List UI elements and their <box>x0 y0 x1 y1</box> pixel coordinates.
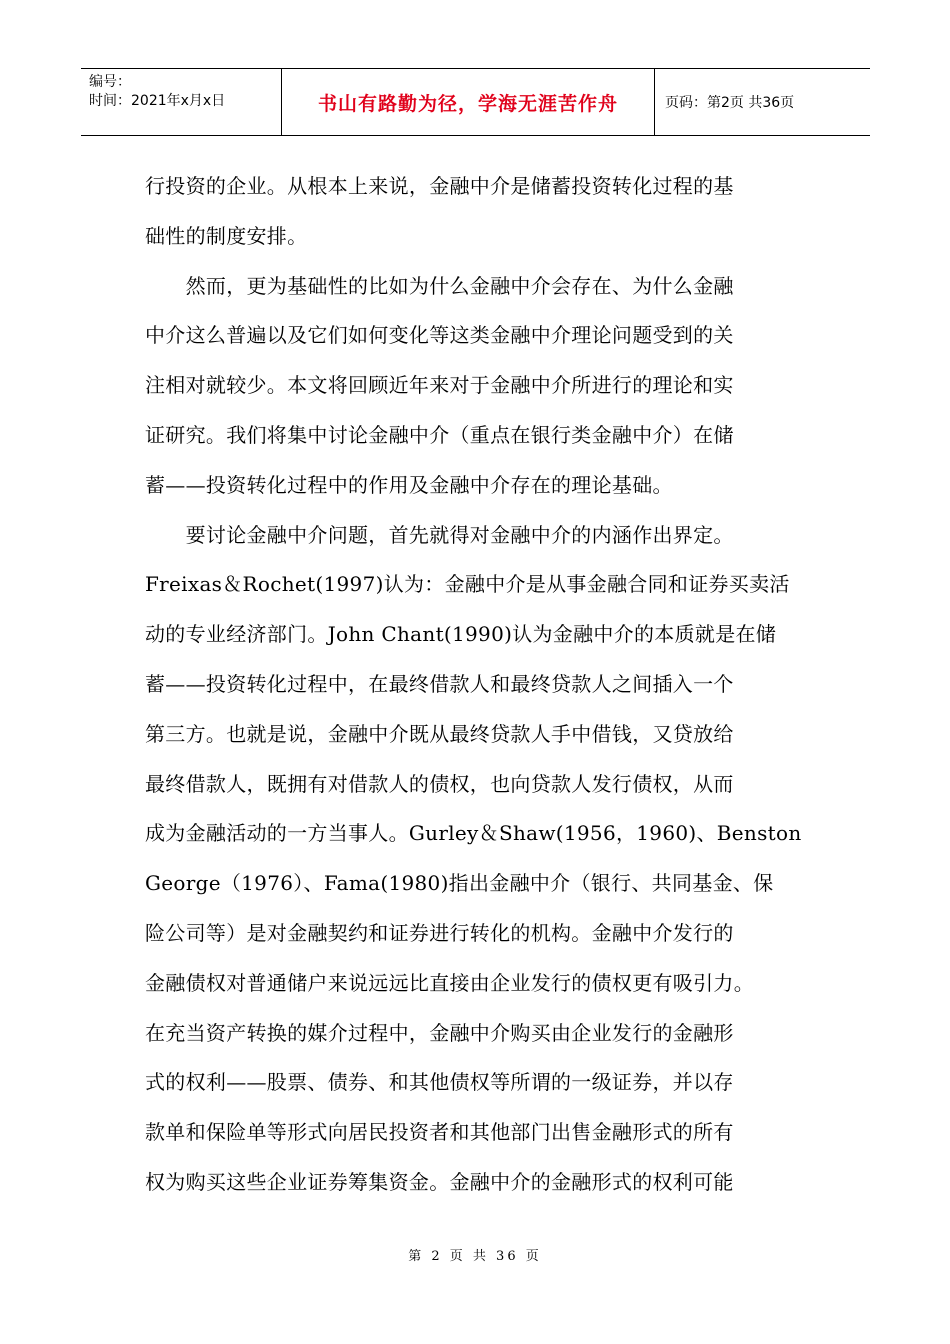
body-line: 蓄——投资转化过程中的作用及金融中介存在的理论基础。 <box>145 472 673 497</box>
body-line: 然而，更为基础性的比如为什么金融中介会存在、为什么金融 <box>145 273 734 298</box>
document-time-label: 时间：2021年x月x日 <box>89 93 226 109</box>
body-line: 险公司等）是对金融契约和证券进行转化的机构。金融中介发行的 <box>145 920 734 945</box>
page-footer: 第 2 页 共 36 页 <box>408 1249 542 1264</box>
body-line: 动的专业经济部门。John Chant(1990)认为金融中介的本质就是在储 <box>145 622 777 647</box>
body-line: 金融债权对普通储户来说远远比直接由企业发行的债权更有吸引力。 <box>145 970 754 995</box>
body-line: 证研究。我们将集中讨论金融中介（重点在银行类金融中介）在储 <box>145 422 734 447</box>
body-line: 行投资的企业。从根本上来说，金融中介是储蓄投资转化过程的基 <box>145 174 734 198</box>
header-motto: 书山有路勤为径，学海无涯苦作舟 <box>282 69 655 135</box>
body-line: 款单和保险单等形式向居民投资者和其他部门出售金融形式的所有 <box>145 1120 734 1145</box>
document-number-label: 编号： <box>89 74 131 90</box>
document-body <box>145 162 820 1208</box>
header-meta <box>81 69 282 135</box>
body-line: 中介这么普遍以及它们如何变化等这类金融中介理论问题受到的关 <box>145 323 734 348</box>
body-line: Freixas＆Rochet(1997)认为：金融中介是从事金融合同和证券买卖活 <box>145 572 790 597</box>
body-line: 权为购买这些企业证券筹集资金。金融中介的金融形式的权利可能 <box>145 1169 734 1194</box>
body-line: 蓄——投资转化过程中，在最终借款人和最终贷款人之间插入一个 <box>145 671 734 696</box>
body-line: 式的权利——股票、债券、和其他债权等所谓的一级证券，并以存 <box>145 1070 734 1095</box>
header-page-info: 页码：第2页 共36页 <box>665 95 795 111</box>
body-line: George（1976）、Fama(1980)指出金融中介（银行、共同基金、保 <box>145 871 774 896</box>
body-line: 础性的制度安排。 <box>145 223 308 248</box>
body-line: 成为金融活动的一方当事人。Gurley＆Shaw(1956，1960)、Benston <box>145 821 802 846</box>
body-line: 在充当资产转换的媒介过程中，金融中介购买由企业发行的金融形 <box>145 1020 734 1045</box>
body-line: 第三方。也就是说，金融中介既从最终贷款人手中借钱，又贷放给 <box>145 721 734 746</box>
page-header <box>81 68 870 136</box>
body-line: 注相对就较少。本文将回顾近年来对于金融中介所进行的理论和实 <box>145 373 734 398</box>
body-line: 要讨论金融中介问题，首先就得对金融中介的内涵作出界定。 <box>145 522 734 547</box>
body-line: 最终借款人，既拥有对借款人的债权，也向贷款人发行债权，从而 <box>145 771 734 796</box>
